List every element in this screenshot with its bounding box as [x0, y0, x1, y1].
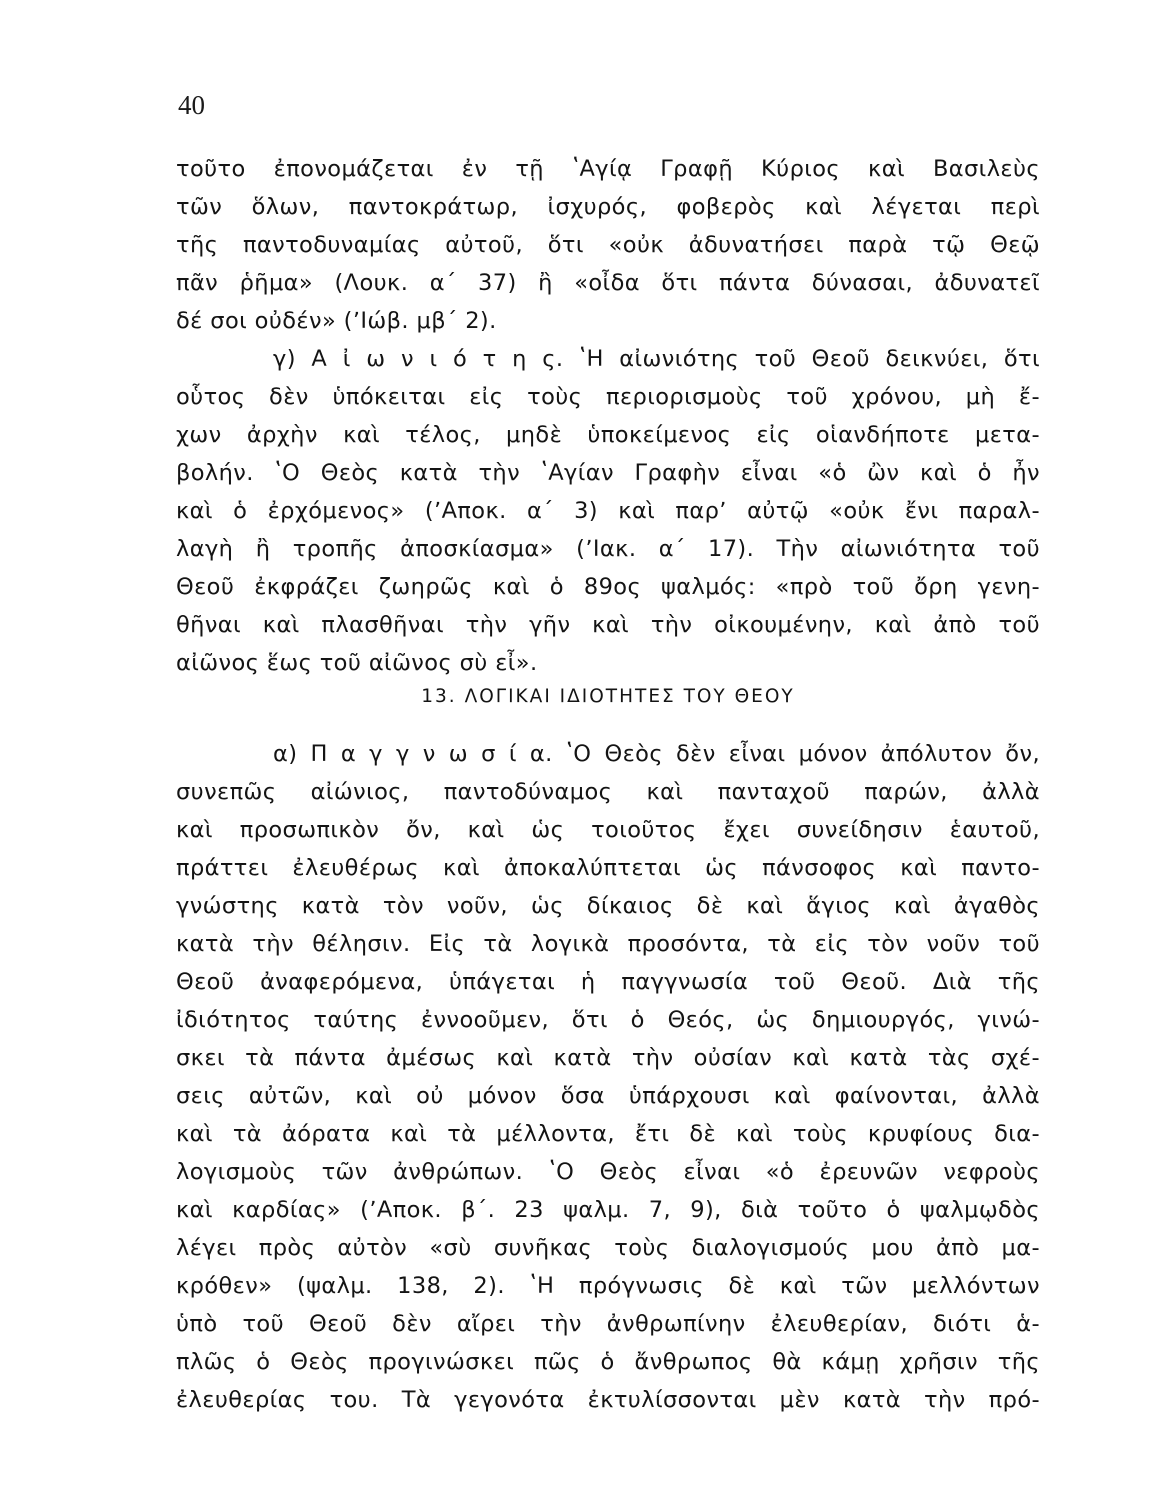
body-text-upper — [176, 150, 1040, 682]
text-line: Θεοῦ ἀναφερόμενα, ὑπάγεται ἡ παγγνωσία τοῦ Θεοῦ. Διὰ τῆς — [176, 969, 1040, 995]
text-line: θῆναι καὶ πλασθῆναι τὴν γῆν καὶ τὴν οἰκουμένην, καὶ ἀπὸ τοῦ — [176, 612, 1040, 638]
text-line: καὶ ὁ ἐρχόμενος» (ʼΑποκ. α΄ 3) καὶ παρʼ αὐτῷ «οὐκ ἔνι παραλ- — [176, 498, 1040, 524]
text-line: οὗτος δὲν ὑπόκειται εἰς τοὺς περιορισμοὺς τοῦ χρόνου, μὴ ἔ- — [176, 384, 1040, 410]
text-line: Θεοῦ ἐκφράζει ζωηρῶς καὶ ὁ 89ος ψαλμός: «πρὸ τοῦ ὄρη γενη- — [176, 574, 1040, 600]
text-line: καὶ προσωπικὸν ὄν, καὶ ὡς τοιοῦτος ἔχει συνείδησιν ἑαυτοῦ, — [176, 817, 1040, 843]
text-line: λογισμοὺς τῶν ἀνθρώπων. ʽΟ Θεὸς εἶναι «ὁ ἐρευνῶν νεφροὺς — [176, 1159, 1040, 1185]
text-line: πράττει ἐλευθέρως καὶ ἀποκαλύπτεται ὡς πάνσοφος καὶ παντο- — [176, 855, 1040, 881]
text-line: τῶν ὅλων, παντοκράτωρ, ἰσχυρός, φοβερὸς καὶ λέγεται περὶ — [176, 194, 1040, 220]
text-line: βολήν. ʽΟ Θεὸς κατὰ τὴν ʽΑγίαν Γραφὴν εἶναι «ὁ ὢν καὶ ὁ ἦν — [176, 460, 1040, 486]
text-line: καὶ καρδίας» (ʼΑποκ. β΄. 23 ψαλμ. 7, 9), διὰ τοῦτο ὁ ψαλμῳδὸς — [176, 1197, 1040, 1223]
text-line: γνώστης κατὰ τὸν νοῦν, ὡς δίκαιος δὲ καὶ ἅγιος καὶ ἀγαθὸς — [176, 893, 1040, 919]
section-heading: 13. ΛΟΓΙΚΑΙ ΙΔΙΟΤΗΤΕΣ ΤΟΥ ΘΕΟΥ — [421, 686, 795, 707]
text-line: λέγει πρὸς αὐτὸν «σὺ συνῆκας τοὺς διαλογισμούς μου ἀπὸ μα- — [176, 1235, 1040, 1261]
page-number: 40 — [178, 90, 205, 120]
text-line: α) Π α γ γ ν ω σ ί α. ʽΟ Θεὸς δὲν εἶναι μόνον ἀπόλυτον ὄν, — [273, 741, 1040, 767]
text-line: τῆς παντοδυναμίας αὐτοῦ, ὅτι «οὐκ ἀδυνατήσει παρὰ τῷ Θεῷ — [176, 232, 1040, 258]
text-line: πλῶς ὁ Θεὸς προγινώσκει πῶς ὁ ἄνθρωπος θὰ κάμῃ χρῆσιν τῆς — [176, 1349, 1040, 1375]
paragraph-omniscience — [176, 735, 1040, 1419]
text-line: χων ἀρχὴν καὶ τέλος, μηδὲ ὑποκείμενος εἰς οἱανδήποτε μετα- — [176, 422, 1040, 448]
text-line: ὑπὸ τοῦ Θεοῦ δὲν αἴρει τὴν ἀνθρωπίνην ἐλευθερίαν, διότι ἁ- — [176, 1311, 1040, 1337]
text-line: ἐλευθερίας του. Τὰ γεγονότα ἐκτυλίσσονται μὲν κατὰ τὴν πρό- — [176, 1387, 1040, 1413]
paragraph-omnipotence — [176, 150, 1040, 340]
body-text-lower — [176, 735, 1040, 1419]
text-line: κρόθεν» (ψαλμ. 138, 2). ʽΗ πρόγνωσις δὲ καὶ τῶν μελλόντων — [176, 1273, 1040, 1299]
text-line: λαγὴ ἢ τροπῆς ἀποσκίασμα» (ʼΙακ. α΄ 17). Τὴν αἰωνιότητα τοῦ — [176, 536, 1040, 562]
text-line: κατὰ τὴν θέλησιν. Εἰς τὰ λογικὰ προσόντα, τὰ εἰς τὸν νοῦν τοῦ — [176, 931, 1040, 957]
text-line: σκει τὰ πάντα ἀμέσως καὶ κατὰ τὴν οὐσίαν καὶ κατὰ τὰς σχέ- — [176, 1045, 1040, 1071]
text-line: αἰῶνος ἕως τοῦ αἰῶνος σὺ εἶ». — [176, 650, 538, 676]
text-line: τοῦτο ἐπονομάζεται ἐν τῇ ʽΑγίᾳ Γραφῇ Κύριος καὶ Βασιλεὺς — [176, 156, 1040, 182]
text-line: σεις αὐτῶν, καὶ οὐ μόνον ὅσα ὑπάρχουσι καὶ φαίνονται, ἀλλὰ — [176, 1083, 1040, 1109]
paragraph-eternity — [176, 340, 1040, 682]
text-line: γ) Α ἰ ω ν ι ό τ η ς. ʽΗ αἰωνιότης τοῦ Θεοῦ δεικνύει, ὅτι — [273, 346, 1040, 372]
text-line: συνεπῶς αἰώνιος, παντοδύναμος καὶ πανταχοῦ παρών, ἀλλὰ — [176, 779, 1040, 805]
text-line: πᾶν ῥῆμα» (Λουκ. α΄ 37) ἢ «οἶδα ὅτι πάντα δύνασαι, ἀδυνατεῖ — [176, 270, 1040, 296]
text-line: ἰδιότητος ταύτης ἐννοοῦμεν, ὅτι ὁ Θεός, ὡς δημιουργός, γινώ- — [176, 1007, 1040, 1033]
text-line: καὶ τὰ ἀόρατα καὶ τὰ μέλλοντα, ἔτι δὲ καὶ τοὺς κρυφίους δια- — [176, 1121, 1040, 1147]
text-line: δέ σοι οὐδέν» (ʼΙώβ. μβ΄ 2). — [176, 308, 497, 334]
